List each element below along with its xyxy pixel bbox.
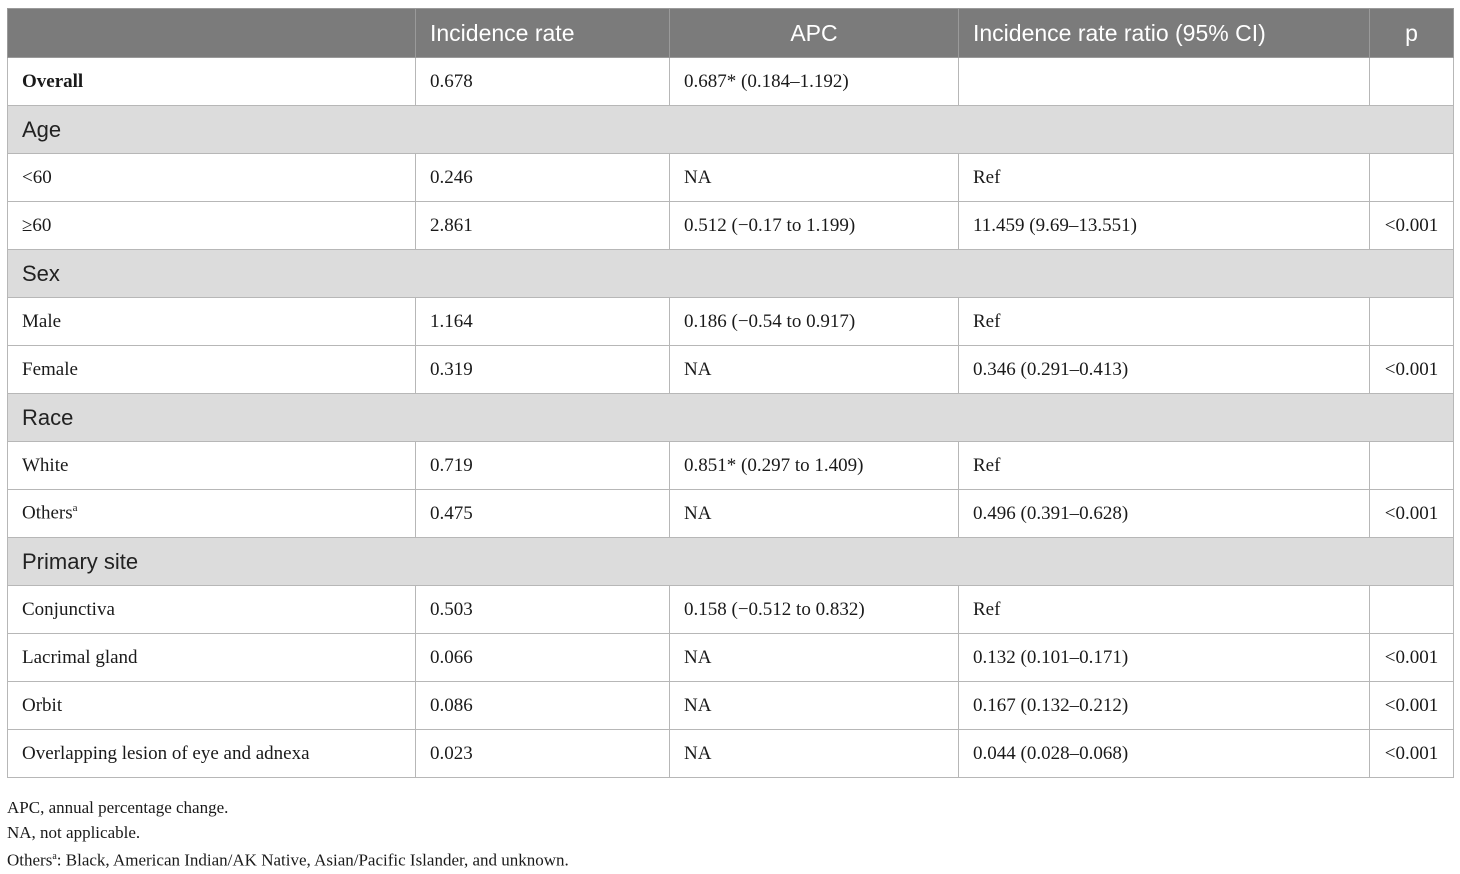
row-apc: 0.512 (−0.17 to 1.199) [670, 202, 959, 250]
section-title: Race [8, 394, 1454, 442]
header-apc: APC [670, 9, 959, 58]
incidence-table [7, 8, 1454, 778]
table-row [8, 298, 1454, 346]
row-label [8, 202, 416, 250]
row-p [1370, 298, 1454, 346]
row-irr: 0.496 (0.391–0.628) [959, 490, 1370, 538]
table-body [8, 58, 1454, 778]
table-container [7, 8, 1453, 778]
table-row [8, 346, 1454, 394]
row-p [1370, 586, 1454, 634]
row-label [8, 298, 416, 346]
table-row [8, 586, 1454, 634]
row-p: <0.001 [1370, 490, 1454, 538]
section-title: Age [8, 106, 1454, 154]
row-irr: 0.132 (0.101–0.171) [959, 634, 1370, 682]
row-irr: Ref [959, 298, 1370, 346]
row-apc: 0.158 (−0.512 to 0.832) [670, 586, 959, 634]
table-row [8, 490, 1454, 538]
section-title: Sex [8, 250, 1454, 298]
table-header [8, 9, 1454, 58]
row-label-text: Others [22, 502, 73, 524]
row-apc: NA [670, 346, 959, 394]
row-label [8, 634, 416, 682]
section-title: Primary site [8, 538, 1454, 586]
header-p: p [1370, 9, 1454, 58]
row-label-text: White [22, 454, 69, 476]
row-apc: 0.851* (0.297 to 1.409) [670, 442, 959, 490]
row-irr: 0.044 (0.028–0.068) [959, 730, 1370, 778]
row-apc: 0.186 (−0.54 to 0.917) [670, 298, 959, 346]
row-rate: 0.319 [416, 346, 670, 394]
row-apc: NA [670, 730, 959, 778]
overall-irr [959, 58, 1370, 106]
row-p: <0.001 [1370, 634, 1454, 682]
row-label-text: Overlapping lesion of eye and adnexa [22, 742, 310, 764]
table-row [8, 634, 1454, 682]
section-row [8, 106, 1454, 154]
row-irr: 0.167 (0.132–0.212) [959, 682, 1370, 730]
header-irr: Incidence rate ratio (95% CI) [959, 9, 1370, 58]
row-p: <0.001 [1370, 346, 1454, 394]
row-irr: Ref [959, 154, 1370, 202]
row-rate: 0.066 [416, 634, 670, 682]
row-rate: 0.503 [416, 586, 670, 634]
footnote-others [7, 845, 569, 873]
row-p [1370, 154, 1454, 202]
row-label [8, 682, 416, 730]
overall-row [8, 58, 1454, 106]
row-label-sup: a [72, 502, 78, 515]
row-irr: 11.459 (9.69–13.551) [959, 202, 1370, 250]
row-label [8, 586, 416, 634]
table-row [8, 730, 1454, 778]
row-apc: NA [670, 154, 959, 202]
row-label-text: Female [22, 358, 78, 380]
row-label [8, 442, 416, 490]
overall-label: Overall [8, 58, 416, 106]
footnote-apc: APC, annual percentage change. [7, 798, 229, 817]
table-row [8, 202, 1454, 250]
row-label [8, 154, 416, 202]
row-label-text: Male [22, 310, 62, 332]
footnote-others-label: Others [7, 850, 53, 870]
header-row [8, 9, 1454, 58]
table-row [8, 442, 1454, 490]
row-rate: 0.086 [416, 682, 670, 730]
header-blank [8, 9, 416, 58]
row-rate: 1.164 [416, 298, 670, 346]
table-row [8, 154, 1454, 202]
row-label-text: ≥60 [22, 214, 52, 236]
row-label [8, 730, 416, 778]
row-irr: Ref [959, 586, 1370, 634]
overall-p [1370, 58, 1454, 106]
row-rate: 0.023 [416, 730, 670, 778]
row-label [8, 490, 416, 538]
section-row [8, 250, 1454, 298]
header-incidence-rate: Incidence rate [416, 9, 670, 58]
row-label-text: Lacrimal gland [22, 646, 138, 668]
row-label [8, 346, 416, 394]
section-row [8, 538, 1454, 586]
row-label-text: Orbit [22, 694, 63, 716]
row-label-text: Conjunctiva [22, 598, 115, 620]
row-apc: NA [670, 682, 959, 730]
row-p: <0.001 [1370, 202, 1454, 250]
row-rate: 2.861 [416, 202, 670, 250]
row-irr: Ref [959, 442, 1370, 490]
table-row [8, 682, 1454, 730]
row-p: <0.001 [1370, 682, 1454, 730]
overall-rate: 0.678 [416, 58, 670, 106]
row-apc: NA [670, 634, 959, 682]
row-p: <0.001 [1370, 730, 1454, 778]
footnote-others-text: : Black, American Indian/AK Native, Asian/Pacific Islander, and unknown. [56, 850, 569, 870]
row-rate: 0.246 [416, 154, 670, 202]
row-p [1370, 442, 1454, 490]
row-label-text: <60 [22, 166, 52, 188]
row-rate: 0.475 [416, 490, 670, 538]
row-apc: NA [670, 490, 959, 538]
footnotes [7, 796, 569, 873]
row-rate: 0.719 [416, 442, 670, 490]
row-irr: 0.346 (0.291–0.413) [959, 346, 1370, 394]
overall-apc: 0.687* (0.184–1.192) [670, 58, 959, 106]
footnote-na: NA, not applicable. [7, 822, 141, 842]
section-row [8, 394, 1454, 442]
footnote-others-sup: a [52, 851, 57, 862]
